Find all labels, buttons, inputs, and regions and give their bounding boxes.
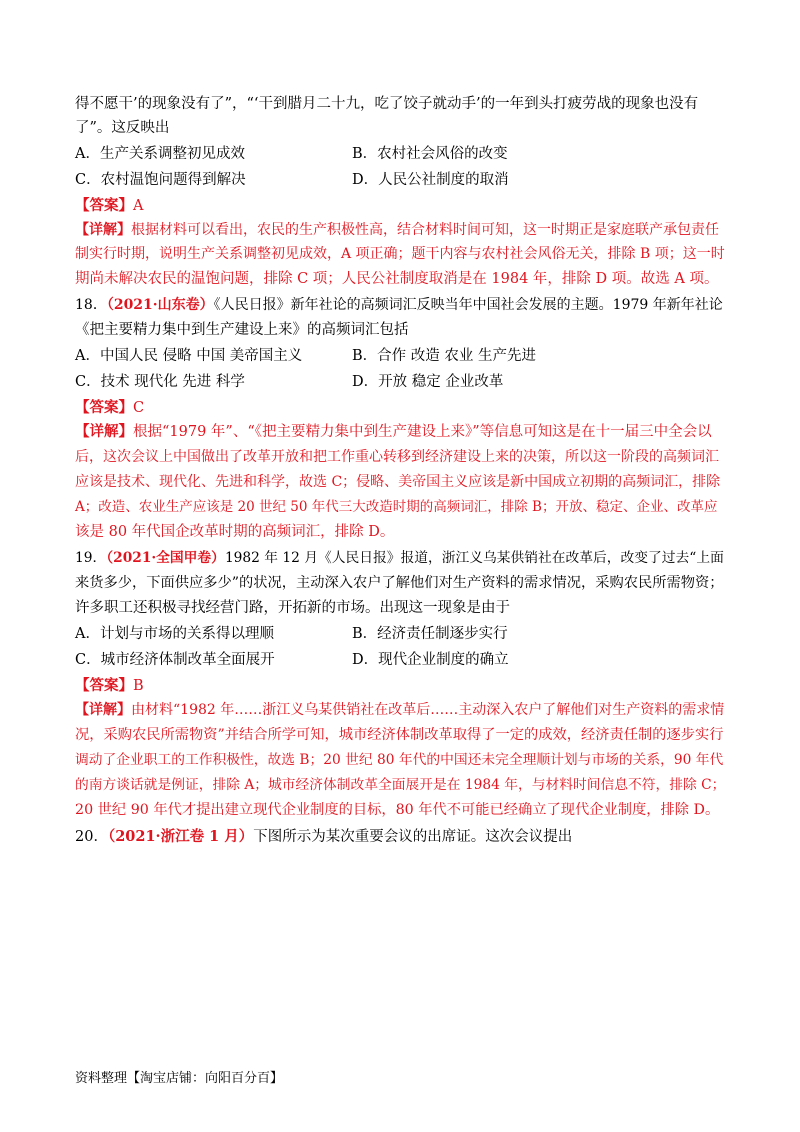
- q19-number: 19．: [75, 550, 107, 566]
- answer-value: A: [133, 198, 144, 214]
- q17-option-b: B．农村社会风俗的改变: [352, 146, 508, 162]
- q17-option-d: D．人民公社制度的取消: [352, 172, 509, 188]
- q18-option-d: D．开放 稳定 企业改革: [352, 374, 504, 390]
- q20-source: （2021·浙江卷 1 月）: [107, 828, 254, 845]
- q18-detail-line-3: 应该是技术、现代化、先进和科学，故选 C；侵略、美帝国主义应该是新中国成立初期的高频词汇，排除: [75, 474, 721, 490]
- q17-answer: [75, 196, 143, 216]
- q19-detail-line-3: 调动了企业职工的工作积极性，故选 B；20 世纪 80 年代的中国还未完全理顺计划与市场的关系，90 年代: [75, 752, 724, 768]
- q18-option-b: B．合作 改造 农业 生产先进: [352, 348, 536, 364]
- q19-option-d: D．现代企业制度的确立: [352, 652, 509, 668]
- q19-stem-line-1: [75, 548, 724, 568]
- q20-stem-line-1: [75, 827, 572, 847]
- q19-stem-text: 1982 年 12 月《人民日报》报道，浙江义乌某供销社在改革后，改变了过去“上面: [224, 550, 724, 566]
- q19-source: （2021·全国甲卷）: [106, 550, 225, 566]
- q17-detail-line-3: 期尚未解决农民的温饱问题，排除 C 项；人民公社制度取消是在 1984 年，排除 D 项。故选 A 项。: [75, 271, 719, 287]
- q17-stem-line-2: 了”。这反映出: [75, 120, 170, 136]
- detail-text: 根据“1979 年”、“《把主要精力集中到生产建设上来》”等信息可知这是在十一届三中全会以: [133, 424, 712, 440]
- q19-stem-line-2: 来货多少，下面供应多少”的状况，主动深入农户了解他们对生产资料的需求情况，采购农民所需物资；: [75, 575, 724, 591]
- q18-detail-line-4: A；改造、农业生产应该是 20 世纪 50 年代三大改造时期的高频词汇，排除 B；开放、稳定、企业、改革应: [75, 499, 718, 515]
- q18-answer: [75, 398, 144, 418]
- q18-detail-line-2: 后，这次会议上中国做出了改革开放和把工作重心转移到经济建设上来的决策，所以这一阶段的高频词汇: [75, 449, 719, 465]
- q18-number: 18．: [75, 297, 107, 313]
- answer-tag: 【答案】: [75, 197, 133, 214]
- q18-stem-line-1: [75, 295, 723, 315]
- q19-option-c: C．城市经济体制改革全面展开: [75, 652, 275, 668]
- answer-value: B: [133, 678, 144, 694]
- q17-stem-line-1: 得不愿干’的现象没有了”，“‘干到腊月二十九，吃了饺子就动手’的一年到头打疲劳战的现象也没有: [75, 96, 699, 112]
- q19-option-b: B．经济责任制逐步实行: [352, 626, 508, 642]
- q18-source: （2021·山东卷）: [106, 297, 214, 313]
- q19-detail-line-4: 的南方谈话就是例证，排除 A；城市经济体制改革全面展开是在 1984 年，与材料时间信息不符，排除 C；: [75, 777, 726, 793]
- q18-detail-line-1: [75, 422, 712, 442]
- detail-tag: 【详解】: [75, 423, 133, 440]
- q17-option-a: A．生产关系调整初见成效: [75, 146, 245, 162]
- q18-stem-line-2: 《把主要精力集中到生产建设上来》的高频词汇包括: [75, 322, 409, 338]
- q18-detail-line-5: 该是 80 年代国企改革时期的高频词汇，排除 D。: [75, 524, 395, 540]
- q19-option-a: A．计划与市场的关系得以理顺: [75, 626, 274, 642]
- q19-detail-line-5: 20 世纪 90 年代才提出建立现代企业制度的目标，80 年代不可能已经确立了现代企业制度，排除 D。: [75, 802, 720, 818]
- q18-option-a: A．中国人民 侵略 中国 美帝国主义: [75, 348, 303, 364]
- q17-detail-line-1: [75, 220, 719, 240]
- q19-answer: [75, 676, 144, 696]
- answer-tag: 【答案】: [75, 677, 133, 694]
- q20-number: 20．: [75, 829, 108, 845]
- q18-option-c: C．技术 现代化 先进 科学: [75, 374, 245, 390]
- detail-tag: 【详解】: [75, 222, 131, 238]
- q17-option-c: C．农村温饱问题得到解决: [75, 172, 246, 188]
- q19-stem-line-3: 许多职工还积极寻找经营门路，开拓新的市场。出现这一现象是由于: [75, 600, 510, 616]
- detail-text: 由材料“1982 年……浙江义乌某供销社在改革后……主动深入农户了解他们对生产资料的需求情: [131, 702, 725, 718]
- q19-detail-line-1: [75, 700, 724, 720]
- detail-tag: 【详解】: [75, 702, 131, 718]
- page-footer: 资料整理【淘宝店铺：向阳百分百】: [75, 1071, 284, 1086]
- q17-detail-line-2: 制实行时期，说明生产关系调整初见成效，A 项正确；题干内容与农村社会风俗无关，排除 B 项；这一时: [75, 246, 725, 262]
- answer-tag: 【答案】: [75, 399, 133, 416]
- q19-detail-line-2: 况，采购农民所需物资”并结合所学可知，城市经济体制改革取得了一定的成效，经济责任制的逐步实行: [75, 727, 724, 743]
- detail-text: 根据材料可以看出，农民的生产积极性高，结合材料时间可知，这一时期正是家庭联产承包责任: [131, 222, 719, 238]
- q20-stem-text: 下图所示为某次重要会议的出席证。这次会议提出: [253, 829, 573, 845]
- answer-value: C: [133, 400, 145, 416]
- q18-stem-text: 《人民日报》新年社论的高频词汇反映当年中国社会发展的主题。1979 年新年社论: [213, 297, 723, 313]
